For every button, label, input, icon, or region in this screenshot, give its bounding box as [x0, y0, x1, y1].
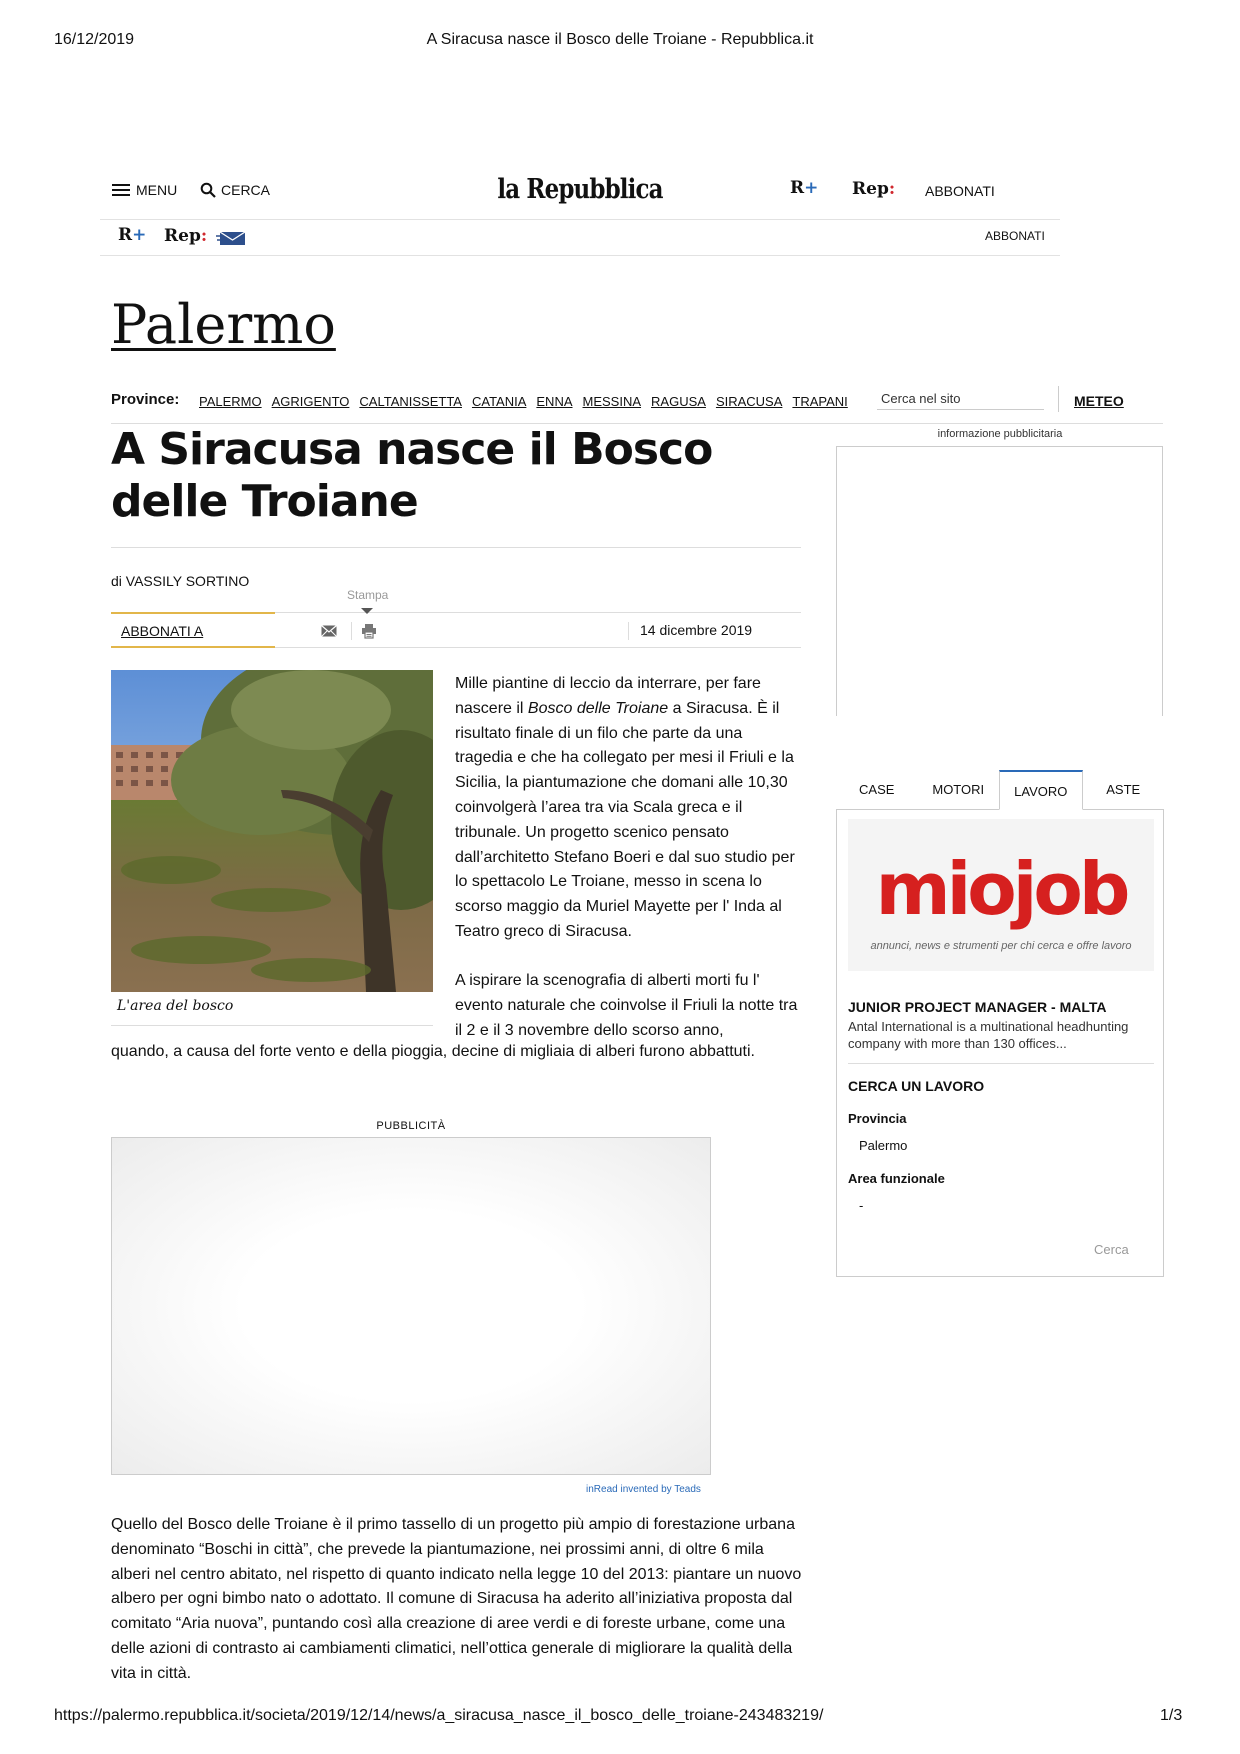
job-description: Antal International is a multinational headhunting company with more than 130 offices...	[848, 1019, 1129, 1051]
inread-rest: invented by Teads	[617, 1484, 701, 1495]
article-body-column	[455, 672, 803, 1068]
tab-motori[interactable]: MOTORI	[918, 770, 1000, 810]
province-link-agrigento[interactable]: AGRIGENTO	[271, 394, 350, 409]
paragraph-2-end: quando, a causa del forte vento e della pioggia, decine di migliaia di alberi furono abbattuti.	[111, 1043, 755, 1060]
paragraph-2-start: A ispirare la scenografia di alberti morti fu l' evento naturale che coinvolse il Friuli la notte tra il 2 e il 3 novembre dello scorso anno,	[455, 972, 798, 1039]
olive-tree-image	[111, 670, 433, 992]
miojob-logo: miojob	[875, 847, 1127, 931]
paragraph-1-end: a Siracusa. È il risultato finale di un filo che parte da una tragedia e che ha collegato per mesi il Friuli e la Sicilia, la piantumazione che domani alle 10,30 coinvolgerà l’area tra via Scala greca e il tribunale. Un progetto scenico pensato dall’architetto Stefano Boeri e dal suo studio per lo spettacolo Le Troiane, messo in scena lo scorso maggio da Muriel Mayette per l' Inda al Teatro greco di Siracusa.	[455, 699, 795, 940]
article-photo[interactable]	[111, 670, 433, 992]
plus-icon: +	[804, 178, 819, 198]
abbonati-a-label: ABBONATI A	[121, 623, 204, 639]
rep-letters: Rep	[852, 179, 889, 199]
print-page-title: A Siracusa nasce il Bosco delle Troiane - Repubblica.it	[426, 31, 814, 48]
provincia-label: Provincia	[848, 1111, 907, 1126]
abbonati-link[interactable]: ABBONATI	[925, 183, 995, 199]
tab-aste[interactable]: ASTE	[1083, 770, 1165, 810]
pubblicita-label: PUBBLICITÀ	[376, 1120, 446, 1132]
cerca-button[interactable]: Cerca	[1094, 1242, 1129, 1257]
paragraph-1-start: Mille piantine di leccio da interrare, per fare nascere il	[455, 675, 761, 717]
search-label: CERCA	[221, 182, 271, 198]
section-title-palermo[interactable]: Palermo	[111, 293, 336, 356]
repubblica-logo[interactable]: la Repubblica	[497, 174, 663, 205]
meteo-divider	[1058, 386, 1059, 412]
toolbar-divider	[351, 622, 352, 640]
province-link-siracusa[interactable]: SIRACUSA	[715, 394, 783, 409]
miojob-tagline: annunci, news e strumenti per chi cerca e offre lavoro	[870, 940, 1132, 952]
provincia-select[interactable]: Palermo	[859, 1138, 908, 1153]
inread-brand: inRead	[586, 1484, 618, 1495]
province-link-palermo[interactable]: PALERMO	[199, 394, 262, 409]
miojob-banner[interactable]	[848, 819, 1154, 971]
area-funzionale-select[interactable]: -	[859, 1198, 864, 1213]
province-link-trapani[interactable]: TRAPANI	[792, 394, 848, 409]
classifieds-tabs	[836, 770, 1164, 810]
rplus-letter-small: R	[118, 225, 133, 245]
province-link-enna[interactable]: ENNA	[536, 394, 573, 409]
print-icon[interactable]	[361, 623, 377, 639]
rep-logo-small[interactable]	[164, 226, 207, 246]
menu-label: MENU	[136, 182, 178, 198]
paragraph-3: Quello del Bosco delle Troiane è il primo tassello di un progetto più ampio di forestazione urbana denominato “Boschi in città”, che prevede la piantumazione, nei prossimi anni, di oltre 6 mila alberi nel centro abitato, nel rispetto di quanto indicato nella legge 10 del 2013: piantare un nuovo albero per ogni bimbo nato o adottato. Il comune di Siracusa ha aderito all’iniziativa proposta dal comitato “Aria nuova”, puntando così alla creazione di aree verdi e di foreste urbane, come una delle azioni di contrasto ai cambiamenti climatici, nell’ottica generale di migliorare la qualità della vita in città.	[111, 1516, 802, 1682]
province-link-ragusa[interactable]: RAGUSA	[651, 394, 706, 409]
abbonati-a-button[interactable]	[111, 612, 275, 648]
jobs-divider	[848, 1063, 1154, 1064]
date-divider	[628, 622, 629, 640]
job-title-link[interactable]: JUNIOR PROJECT MANAGER - MALTA	[848, 999, 1107, 1015]
site-search-input[interactable]	[877, 388, 1044, 410]
headline-divider	[111, 547, 801, 548]
province-bar	[111, 388, 1163, 424]
jobs-panel	[836, 809, 1164, 1277]
province-link-caltanissetta[interactable]: CALTANISSETTA	[359, 394, 462, 409]
abbonati-link-secondary[interactable]: ABBONATI	[985, 229, 1045, 243]
print-url: https://palermo.repubblica.it/societa/2019/12/14/news/a_siracusa_nasce_il_bosco_delle_troiane-243483219/	[54, 1707, 824, 1724]
top-navigation-bar	[100, 170, 1060, 220]
tooltip-arrow-icon	[361, 608, 373, 614]
rep-colon-icon-small: :	[200, 226, 208, 246]
sidebar-ad-slot[interactable]	[836, 446, 1163, 716]
menu-button[interactable]	[112, 182, 177, 198]
rplus-logo-small[interactable]	[118, 225, 146, 245]
email-share-icon[interactable]	[321, 625, 337, 637]
secondary-bar	[100, 222, 1060, 256]
province-list	[199, 394, 848, 409]
photo-caption: L'area del bosco	[111, 998, 433, 1026]
rep-colon-icon: :	[888, 179, 896, 199]
sponsored-info-label: informazione pubblicitaria	[937, 428, 1063, 440]
province-link-messina[interactable]: MESSINA	[582, 394, 642, 409]
tab-lavoro[interactable]: LAVORO	[999, 770, 1083, 810]
plus-icon-small: +	[132, 225, 147, 245]
tab-case[interactable]: CASE	[836, 770, 918, 810]
rplus-logo[interactable]	[790, 178, 818, 198]
article-date: 14 dicembre 2019	[640, 622, 753, 638]
inread-ad-slot[interactable]	[111, 1137, 711, 1475]
article-toolbar	[111, 588, 801, 648]
hamburger-icon	[112, 184, 130, 197]
newsletter-icon[interactable]	[216, 231, 246, 246]
article-byline: di VASSILY SORTINO	[111, 573, 250, 589]
paragraph-1-emphasis: Bosco delle Troiane	[527, 699, 669, 717]
meteo-link[interactable]: METEO	[1074, 393, 1124, 409]
inread-credit[interactable]	[586, 1484, 701, 1495]
province-link-catania[interactable]: CATANIA	[471, 394, 527, 409]
rep-letters-small: Rep	[164, 226, 201, 246]
rep-logo[interactable]	[852, 179, 895, 199]
paragraph-1	[455, 672, 803, 945]
search-job-heading: CERCA UN LAVORO	[848, 1078, 985, 1094]
stampa-tooltip: Stampa	[347, 588, 389, 602]
rplus-letter: R	[790, 178, 805, 198]
province-label: Province:	[111, 391, 180, 408]
area-funzionale-label: Area funzionale	[848, 1171, 945, 1186]
article-headline: A Siracusa nasce il Bosco delle Troiane	[111, 424, 713, 527]
print-page-number: 1/3	[1160, 1707, 1183, 1724]
print-date: 16/12/2019	[54, 31, 135, 48]
